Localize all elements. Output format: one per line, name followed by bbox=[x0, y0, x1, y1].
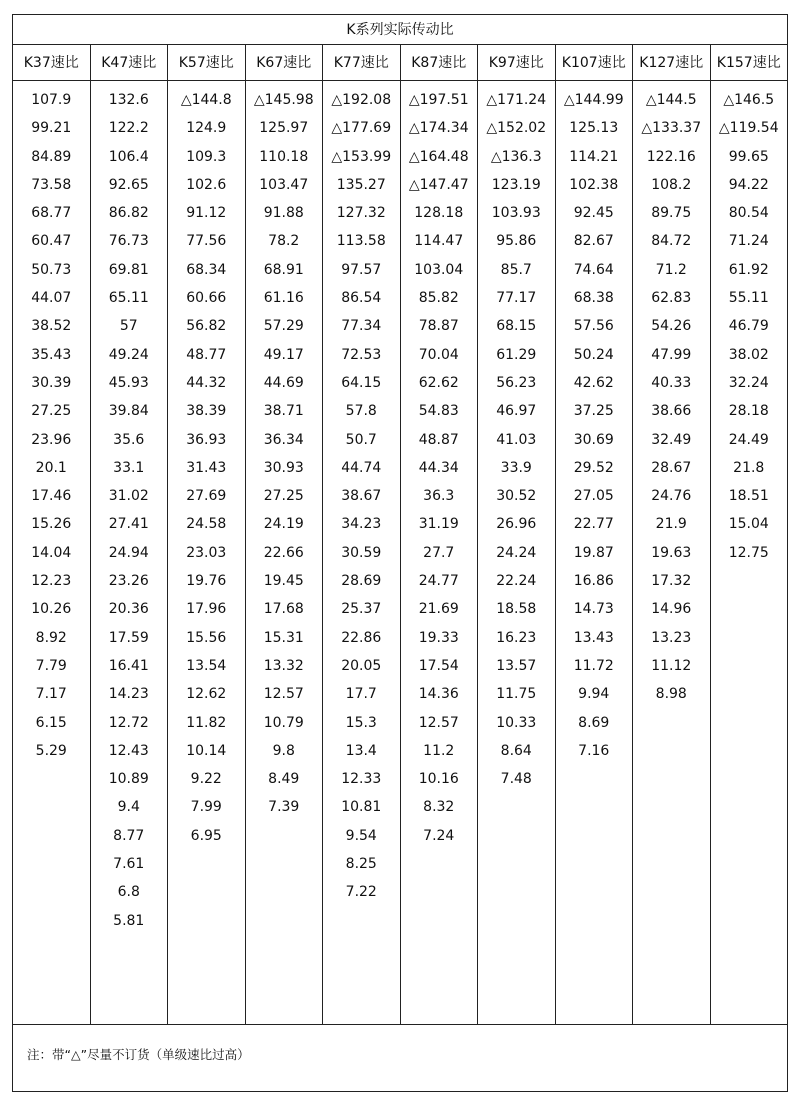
ratio-cell: 25.37 bbox=[341, 601, 382, 618]
ratio-cell: 12.72 bbox=[108, 714, 149, 731]
ratio-cell: 18.51 bbox=[728, 488, 769, 505]
column-values bbox=[168, 81, 245, 850]
ratio-cell: △152.02 bbox=[486, 120, 547, 137]
ratio-cell: 36.93 bbox=[186, 431, 227, 448]
ratio-cell: 6.8 bbox=[117, 884, 140, 901]
ratio-cell: △133.37 bbox=[641, 120, 702, 137]
ratio-cell: 33.9 bbox=[500, 459, 532, 476]
ratio-cell: 5.81 bbox=[113, 912, 145, 929]
ratio-cell: 12.57 bbox=[418, 714, 459, 731]
ratio-cell: 78.87 bbox=[418, 318, 459, 335]
ratio-cell: 68.91 bbox=[263, 261, 304, 278]
column-values bbox=[13, 81, 90, 765]
table-column bbox=[168, 45, 246, 1024]
ratio-cell: 6.15 bbox=[35, 714, 67, 731]
ratio-cell: 23.03 bbox=[186, 544, 227, 561]
ratio-cell: 91.88 bbox=[263, 205, 304, 222]
ratio-cell: 16.23 bbox=[496, 629, 537, 646]
ratio-cell: 86.54 bbox=[341, 290, 382, 307]
ratio-cell: 55.11 bbox=[728, 290, 769, 307]
column-header: K47速比 bbox=[91, 45, 168, 81]
ratio-cell: 35.43 bbox=[31, 346, 72, 363]
column-header: K57速比 bbox=[168, 45, 245, 81]
column-values bbox=[246, 81, 323, 822]
column-values bbox=[91, 81, 168, 935]
ratio-cell: 73.58 bbox=[31, 176, 72, 193]
ratio-cell: △144.8 bbox=[180, 92, 232, 108]
column-values bbox=[478, 81, 555, 793]
ratio-cell: 124.9 bbox=[186, 120, 227, 137]
ratio-cell: 15.26 bbox=[31, 516, 72, 533]
ratio-cell: 11.75 bbox=[496, 686, 537, 703]
ratio-cell: 57 bbox=[119, 318, 138, 335]
ratio-cell: 8.64 bbox=[500, 742, 532, 759]
ratio-cell: 50.24 bbox=[573, 346, 614, 363]
ratio-cell: 17.46 bbox=[31, 488, 72, 505]
ratio-cell: 38.52 bbox=[31, 318, 72, 335]
ratio-cell: 50.73 bbox=[31, 261, 72, 278]
ratio-cell: 14.73 bbox=[573, 601, 614, 618]
ratio-cell: 5.29 bbox=[35, 742, 67, 759]
ratio-cell: 9.4 bbox=[117, 799, 140, 816]
ratio-cell: 12.43 bbox=[108, 742, 149, 759]
column-header: K37速比 bbox=[13, 45, 90, 81]
column-values bbox=[633, 81, 710, 709]
ratio-cell: 17.7 bbox=[345, 686, 377, 703]
ratio-cell: 122.2 bbox=[108, 120, 149, 137]
ratio-cell: 102.6 bbox=[186, 176, 227, 193]
ratio-cell: 38.67 bbox=[341, 488, 382, 505]
ratio-cell: 11.2 bbox=[423, 742, 455, 759]
ratio-cell: 56.82 bbox=[186, 318, 227, 335]
ratio-cell: 19.45 bbox=[263, 573, 304, 590]
ratio-cell: 27.05 bbox=[573, 488, 614, 505]
ratio-cell: △164.48 bbox=[408, 148, 469, 165]
ratio-cell: 68.34 bbox=[186, 261, 227, 278]
ratio-cell: 12.57 bbox=[263, 686, 304, 703]
ratio-cell: 49.24 bbox=[108, 346, 149, 363]
ratio-cell: 94.22 bbox=[728, 176, 769, 193]
ratio-cell: 80.54 bbox=[728, 205, 769, 222]
ratio-cell: 24.24 bbox=[496, 544, 537, 561]
ratio-cell: 17.32 bbox=[651, 573, 692, 590]
ratio-cell: 22.86 bbox=[341, 629, 382, 646]
ratio-cell: 114.21 bbox=[569, 148, 619, 165]
ratio-cell: 84.72 bbox=[651, 233, 692, 250]
ratio-cell: 44.34 bbox=[418, 459, 459, 476]
ratio-cell: △192.08 bbox=[331, 92, 392, 108]
ratio-cell: 20.1 bbox=[35, 459, 67, 476]
ratio-cell: 7.24 bbox=[423, 827, 455, 844]
ratio-cell: 7.99 bbox=[190, 799, 222, 816]
ratio-cell: 24.58 bbox=[186, 516, 227, 533]
ratio-cell: △174.34 bbox=[408, 120, 469, 137]
ratio-cell: 19.63 bbox=[651, 544, 692, 561]
ratio-cell: 38.02 bbox=[728, 346, 769, 363]
ratio-cell: 38.66 bbox=[651, 403, 692, 420]
ratio-cell: 64.15 bbox=[341, 374, 382, 391]
table-title: K系列实际传动比 bbox=[13, 15, 787, 45]
ratio-cell: 8.32 bbox=[423, 799, 455, 816]
ratio-cell: 86.82 bbox=[108, 205, 149, 222]
ratio-cell: 7.16 bbox=[578, 742, 610, 759]
table-column bbox=[13, 45, 91, 1024]
ratio-cell: 22.24 bbox=[496, 573, 537, 590]
ratio-cell: 21.8 bbox=[733, 459, 765, 476]
ratio-cell: 84.89 bbox=[31, 148, 72, 165]
ratio-cell: 19.33 bbox=[418, 629, 459, 646]
ratio-cell: 6.95 bbox=[190, 827, 222, 844]
ratio-cell: 78.2 bbox=[268, 233, 300, 250]
ratio-cell: 34.23 bbox=[341, 516, 382, 533]
ratio-cell: 16.86 bbox=[573, 573, 614, 590]
ratio-cell: 102.38 bbox=[569, 176, 619, 193]
ratio-cell: 89.75 bbox=[651, 205, 692, 222]
ratio-cell: 10.14 bbox=[186, 742, 227, 759]
ratio-cell: 9.8 bbox=[272, 742, 295, 759]
ratio-cell: 10.89 bbox=[108, 771, 149, 788]
table-column bbox=[401, 45, 479, 1024]
ratio-cell: 16.41 bbox=[108, 657, 149, 674]
ratio-cell: 11.72 bbox=[573, 657, 614, 674]
ratio-cell: 8.98 bbox=[655, 686, 687, 703]
ratio-cell: 28.67 bbox=[651, 459, 692, 476]
ratio-cell: 54.83 bbox=[418, 403, 459, 420]
ratio-cell: 22.77 bbox=[573, 516, 614, 533]
ratio-cell: 68.77 bbox=[31, 205, 72, 222]
ratio-cell: 127.32 bbox=[336, 205, 386, 222]
ratio-cell: 18.58 bbox=[496, 601, 537, 618]
ratio-cell: 13.57 bbox=[496, 657, 537, 674]
ratio-cell: 13.32 bbox=[263, 657, 304, 674]
ratio-cell: △146.5 bbox=[723, 92, 775, 108]
ratio-cell: 13.54 bbox=[186, 657, 227, 674]
ratio-cell: 27.25 bbox=[31, 403, 72, 420]
ratio-cell: 21.69 bbox=[418, 601, 459, 618]
ratio-cell: 7.22 bbox=[345, 884, 377, 901]
table-grid bbox=[13, 45, 787, 1025]
ratio-cell: 106.4 bbox=[108, 148, 149, 165]
ratio-cell: 128.18 bbox=[414, 205, 464, 222]
ratio-cell: 28.18 bbox=[728, 403, 769, 420]
ratio-cell: 110.18 bbox=[259, 148, 309, 165]
footnote: 注：带“△”尽量不订货（单级速比过高） bbox=[27, 1047, 250, 1062]
ratio-cell: 11.12 bbox=[651, 657, 692, 674]
ratio-cell: 37.25 bbox=[573, 403, 614, 420]
ratio-cell: 70.04 bbox=[418, 346, 459, 363]
ratio-cell: 13.4 bbox=[345, 742, 377, 759]
ratio-cell: 125.13 bbox=[569, 120, 619, 137]
ratio-cell: 56.23 bbox=[496, 374, 537, 391]
column-header: K67速比 bbox=[246, 45, 323, 81]
ratio-cell: 99.65 bbox=[728, 148, 769, 165]
ratio-cell: △153.99 bbox=[331, 148, 392, 165]
ratio-cell: 10.16 bbox=[418, 771, 459, 788]
ratio-cell: 7.39 bbox=[268, 799, 300, 816]
ratio-cell: 114.47 bbox=[414, 233, 464, 250]
ratio-cell: 11.82 bbox=[186, 714, 227, 731]
ratio-cell: 103.93 bbox=[491, 205, 541, 222]
ratio-cell: 62.62 bbox=[418, 374, 459, 391]
ratio-cell: 54.26 bbox=[651, 318, 692, 335]
ratio-cell: 40.33 bbox=[651, 374, 692, 391]
ratio-cell: 61.29 bbox=[496, 346, 537, 363]
ratio-cell: 109.3 bbox=[186, 148, 227, 165]
ratio-cell: 23.26 bbox=[108, 573, 149, 590]
column-values bbox=[556, 81, 633, 765]
ratio-cell: 72.53 bbox=[341, 346, 382, 363]
ratio-cell: 85.82 bbox=[418, 290, 459, 307]
ratio-cell: △197.51 bbox=[408, 92, 469, 108]
ratio-cell: 46.79 bbox=[728, 318, 769, 335]
ratio-cell: 82.67 bbox=[573, 233, 614, 250]
ratio-cell: 7.48 bbox=[500, 771, 532, 788]
table-column bbox=[711, 45, 788, 1024]
ratio-cell: 49.17 bbox=[263, 346, 304, 363]
ratio-cell: 24.77 bbox=[418, 573, 459, 590]
ratio-cell: 38.71 bbox=[263, 403, 304, 420]
ratio-cell: 77.56 bbox=[186, 233, 227, 250]
ratio-cell: 38.39 bbox=[186, 403, 227, 420]
ratio-cell: 24.94 bbox=[108, 544, 149, 561]
ratio-cell: 61.16 bbox=[263, 290, 304, 307]
table-column bbox=[556, 45, 634, 1024]
ratio-cell: 85.7 bbox=[500, 261, 532, 278]
ratio-cell: 27.7 bbox=[423, 544, 455, 561]
table-column bbox=[633, 45, 711, 1024]
table-column bbox=[91, 45, 169, 1024]
ratio-cell: 95.86 bbox=[496, 233, 537, 250]
ratio-cell: △119.54 bbox=[718, 120, 779, 137]
column-header: K157速比 bbox=[711, 45, 788, 81]
ratio-cell: △136.3 bbox=[490, 148, 542, 165]
ratio-cell: 62.83 bbox=[651, 290, 692, 307]
ratio-cell: 69.81 bbox=[108, 261, 149, 278]
ratio-cell: 71.2 bbox=[655, 261, 687, 278]
ratio-cell: 57.8 bbox=[345, 403, 377, 420]
column-values bbox=[711, 81, 788, 567]
ratio-cell: 19.87 bbox=[573, 544, 614, 561]
ratio-cell: △144.99 bbox=[563, 92, 624, 108]
ratio-cell: 12.23 bbox=[31, 573, 72, 590]
ratio-cell: 68.38 bbox=[573, 290, 614, 307]
ratio-cell: △147.47 bbox=[408, 176, 469, 193]
ratio-cell: 14.96 bbox=[651, 601, 692, 618]
ratio-cell: 57.29 bbox=[263, 318, 304, 335]
ratio-cell: 30.69 bbox=[573, 431, 614, 448]
ratio-cell: 77.34 bbox=[341, 318, 382, 335]
ratio-cell: 36.3 bbox=[423, 488, 455, 505]
ratio-cell: 10.26 bbox=[31, 601, 72, 618]
ratio-cell: △177.69 bbox=[331, 120, 392, 137]
ratio-cell: 15.3 bbox=[345, 714, 377, 731]
ratio-cell: 68.15 bbox=[496, 318, 537, 335]
ratio-cell: 20.36 bbox=[108, 601, 149, 618]
ratio-cell: 7.61 bbox=[113, 856, 145, 873]
ratio-cell: 9.94 bbox=[578, 686, 610, 703]
ratio-cell: 45.93 bbox=[108, 374, 149, 391]
ratio-cell: 8.92 bbox=[35, 629, 67, 646]
ratio-cell: 9.54 bbox=[345, 827, 377, 844]
column-header: K87速比 bbox=[401, 45, 478, 81]
column-header: K107速比 bbox=[556, 45, 633, 81]
ratio-cell: 47.99 bbox=[651, 346, 692, 363]
ratio-cell: 33.1 bbox=[113, 459, 145, 476]
ratio-cell: 8.49 bbox=[268, 771, 300, 788]
ratio-cell: 10.81 bbox=[341, 799, 382, 816]
ratio-cell: 35.6 bbox=[113, 431, 145, 448]
ratio-cell: 28.69 bbox=[341, 573, 382, 590]
ratio-cell: 20.05 bbox=[341, 657, 382, 674]
ratio-cell: 27.69 bbox=[186, 488, 227, 505]
ratio-cell: 17.68 bbox=[263, 601, 304, 618]
ratio-cell: 32.24 bbox=[728, 374, 769, 391]
ratio-cell: 48.87 bbox=[418, 431, 459, 448]
ratio-cell: 30.52 bbox=[496, 488, 537, 505]
ratio-cell: 30.59 bbox=[341, 544, 382, 561]
ratio-cell: 60.47 bbox=[31, 233, 72, 250]
ratio-cell: 99.21 bbox=[31, 120, 72, 137]
ratio-cell: 26.96 bbox=[496, 516, 537, 533]
ratio-cell: 61.92 bbox=[728, 261, 769, 278]
ratio-cell: 17.96 bbox=[186, 601, 227, 618]
ratio-cell: △144.5 bbox=[645, 92, 697, 108]
ratio-cell: 71.24 bbox=[728, 233, 769, 250]
ratio-cell: 21.9 bbox=[655, 516, 687, 533]
ratio-cell: 42.62 bbox=[573, 374, 614, 391]
ratio-cell: 44.69 bbox=[263, 374, 304, 391]
ratio-cell: 23.96 bbox=[31, 431, 72, 448]
ratio-cell: 29.52 bbox=[573, 459, 614, 476]
table-column bbox=[323, 45, 401, 1024]
ratio-cell: 14.23 bbox=[108, 686, 149, 703]
ratio-cell: 44.32 bbox=[186, 374, 227, 391]
ratio-cell: 31.43 bbox=[186, 459, 227, 476]
ratio-cell: 12.75 bbox=[728, 544, 769, 561]
table-column bbox=[478, 45, 556, 1024]
ratio-cell: 92.45 bbox=[573, 205, 614, 222]
ratio-cell: 32.49 bbox=[651, 431, 692, 448]
ratio-cell: 44.07 bbox=[31, 290, 72, 307]
ratio-cell: 24.76 bbox=[651, 488, 692, 505]
ratio-cell: 91.12 bbox=[186, 205, 227, 222]
ratio-cell: 9.22 bbox=[190, 771, 222, 788]
ratio-cell: 30.93 bbox=[263, 459, 304, 476]
ratio-cell: 36.34 bbox=[263, 431, 304, 448]
ratio-cell: 27.41 bbox=[108, 516, 149, 533]
ratio-cell: 39.84 bbox=[108, 403, 149, 420]
ratio-cell: 8.77 bbox=[113, 827, 145, 844]
ratio-cell: 27.25 bbox=[263, 488, 304, 505]
ratio-cell: 46.97 bbox=[496, 403, 537, 420]
ratio-cell: 15.31 bbox=[263, 629, 304, 646]
column-header: K77速比 bbox=[323, 45, 400, 81]
ratio-cell: 24.49 bbox=[728, 431, 769, 448]
ratio-cell: 103.47 bbox=[259, 176, 309, 193]
ratio-cell: 125.97 bbox=[259, 120, 309, 137]
ratio-cell: 17.59 bbox=[108, 629, 149, 646]
table-column bbox=[246, 45, 324, 1024]
ratio-cell: 76.73 bbox=[108, 233, 149, 250]
ratio-cell: 19.76 bbox=[186, 573, 227, 590]
ratio-cell: 31.19 bbox=[418, 516, 459, 533]
ratio-cell: 13.23 bbox=[651, 629, 692, 646]
ratio-cell: 107.9 bbox=[31, 92, 72, 108]
ratio-cell: 10.79 bbox=[263, 714, 304, 731]
ratio-cell: 7.79 bbox=[35, 657, 67, 674]
column-header: K97速比 bbox=[478, 45, 555, 81]
ratio-cell: 14.36 bbox=[418, 686, 459, 703]
ratio-cell: 17.54 bbox=[418, 657, 459, 674]
ratio-cell: 65.11 bbox=[108, 290, 149, 307]
ratio-cell: 44.74 bbox=[341, 459, 382, 476]
ratio-cell: 8.69 bbox=[578, 714, 610, 731]
ratio-cell: 108.2 bbox=[651, 176, 692, 193]
ratio-cell: 22.66 bbox=[263, 544, 304, 561]
column-header: K127速比 bbox=[633, 45, 710, 81]
ratio-cell: 50.7 bbox=[345, 431, 377, 448]
ratio-cell: 12.33 bbox=[341, 771, 382, 788]
ratio-cell: 31.02 bbox=[108, 488, 149, 505]
ratio-cell: 103.04 bbox=[414, 261, 464, 278]
ratio-cell: 57.56 bbox=[573, 318, 614, 335]
ratio-cell: 123.19 bbox=[491, 176, 541, 193]
ratio-cell: 48.77 bbox=[186, 346, 227, 363]
ratio-table bbox=[12, 14, 788, 1092]
ratio-cell: 97.57 bbox=[341, 261, 382, 278]
ratio-cell: 77.17 bbox=[496, 290, 537, 307]
ratio-cell: 92.65 bbox=[108, 176, 149, 193]
ratio-cell: 135.27 bbox=[336, 176, 386, 193]
ratio-cell: 7.17 bbox=[35, 686, 67, 703]
ratio-cell: 15.04 bbox=[728, 516, 769, 533]
ratio-cell: △171.24 bbox=[486, 92, 547, 108]
ratio-cell: 15.56 bbox=[186, 629, 227, 646]
ratio-cell: 60.66 bbox=[186, 290, 227, 307]
column-values bbox=[401, 81, 478, 850]
ratio-cell: 12.62 bbox=[186, 686, 227, 703]
ratio-cell: 30.39 bbox=[31, 374, 72, 391]
ratio-cell: 24.19 bbox=[263, 516, 304, 533]
ratio-cell: 13.43 bbox=[573, 629, 614, 646]
ratio-cell: 41.03 bbox=[496, 431, 537, 448]
ratio-cell: 122.16 bbox=[646, 148, 696, 165]
ratio-cell: 14.04 bbox=[31, 544, 72, 561]
ratio-cell: 74.64 bbox=[573, 261, 614, 278]
ratio-cell: 8.25 bbox=[345, 856, 377, 873]
ratio-cell: △145.98 bbox=[253, 92, 314, 108]
ratio-cell: 113.58 bbox=[336, 233, 386, 250]
ratio-cell: 132.6 bbox=[108, 92, 149, 108]
column-values bbox=[323, 81, 400, 907]
ratio-cell: 10.33 bbox=[496, 714, 537, 731]
